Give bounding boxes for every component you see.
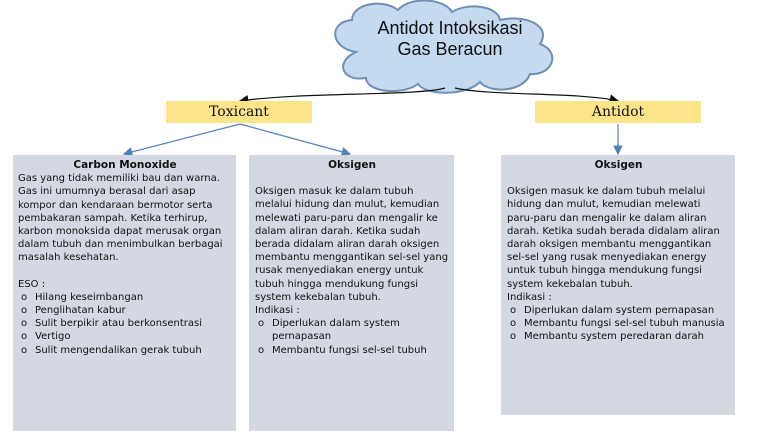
root-title-line1: Antidot Intoksikasi xyxy=(377,18,523,38)
carbon-monoxide-panel xyxy=(13,155,236,431)
eso-list xyxy=(18,291,232,357)
root-title xyxy=(352,18,548,60)
list-item: o Diperlukan dalam system pernapasan xyxy=(255,317,449,343)
indikasi-label: Indikasi : xyxy=(507,291,552,303)
oksigen-toxicant-description: Oksigen masuk ke dalam tubuh melalui hidung dan mulut, kemudian melewati paru-paru dan mengalir ke dalam aliran darah. Ketika sudah berada didalam aliran darah oksigen membantu menggantikan sel-sel yang rusak menyediakan energy untuk tubuh hingga mendukung fungsi system kekebalan tubuh. xyxy=(255,186,449,303)
connector-toxicant-co xyxy=(124,124,240,154)
root-title-line2: Gas Beracun xyxy=(397,39,503,59)
oksigen-antidot-title: Oksigen xyxy=(594,159,643,171)
indikasi-label: Indikasi : xyxy=(255,305,300,317)
indikasi-list xyxy=(255,317,449,357)
list-item: o Hilang keseimbangan xyxy=(18,291,232,304)
indikasi-list xyxy=(507,304,730,344)
connector-toxicant-oksigen xyxy=(240,124,350,154)
connector-root-antidot xyxy=(455,88,618,101)
eso-label: ESO : xyxy=(18,278,46,290)
list-item: o Diperlukan dalam system pernapasan xyxy=(507,304,730,317)
list-item: o Membantu system peredaran darah xyxy=(507,330,730,343)
antidot-header: Antidot xyxy=(535,101,701,123)
list-item: o Vertigo xyxy=(18,330,232,343)
list-item: o Sulit mengendalikan gerak tubuh xyxy=(18,344,232,357)
toxicant-header: Toxicant xyxy=(166,101,312,123)
oksigen-antidot-description: Oksigen masuk ke dalam tubuh melalui hidung dan mulut, kemudian melewati paru-paru dan mengalir ke dalam aliran darah. Ketika sudah berada didalam aliran darah oksigen membantu menggantikan sel-sel yang rusak menyediakan energy untuk tubuh hingga mendukung fungsi system kekebalan tubuh. xyxy=(507,186,720,290)
list-item: o Membantu fungsi sel-sel tubuh xyxy=(255,344,449,357)
list-item: o Membantu fungsi sel-sel tubuh manusia xyxy=(507,317,730,330)
oksigen-toxicant-title: Oksigen xyxy=(328,159,376,171)
connector-root-toxicant xyxy=(240,88,445,101)
oksigen-toxicant-panel xyxy=(249,155,454,431)
list-item: o Sulit berpikir atau berkonsentrasi xyxy=(18,317,232,330)
oksigen-antidot-panel xyxy=(501,155,735,415)
carbon-monoxide-title: Carbon Monoxide xyxy=(73,159,177,171)
list-item: o Penglihatan kabur xyxy=(18,304,232,317)
carbon-monoxide-description: Gas yang tidak memiliki bau dan warna. Gas ini umumnya berasal dari asap kompor dan kendaraan bermotor serta pembakaran sampah. Ketika terhirup, karbon monoksida dapat merusak organ dalam tubuh dan menimbulkan berbagai masalah kesehatan. xyxy=(18,173,223,264)
